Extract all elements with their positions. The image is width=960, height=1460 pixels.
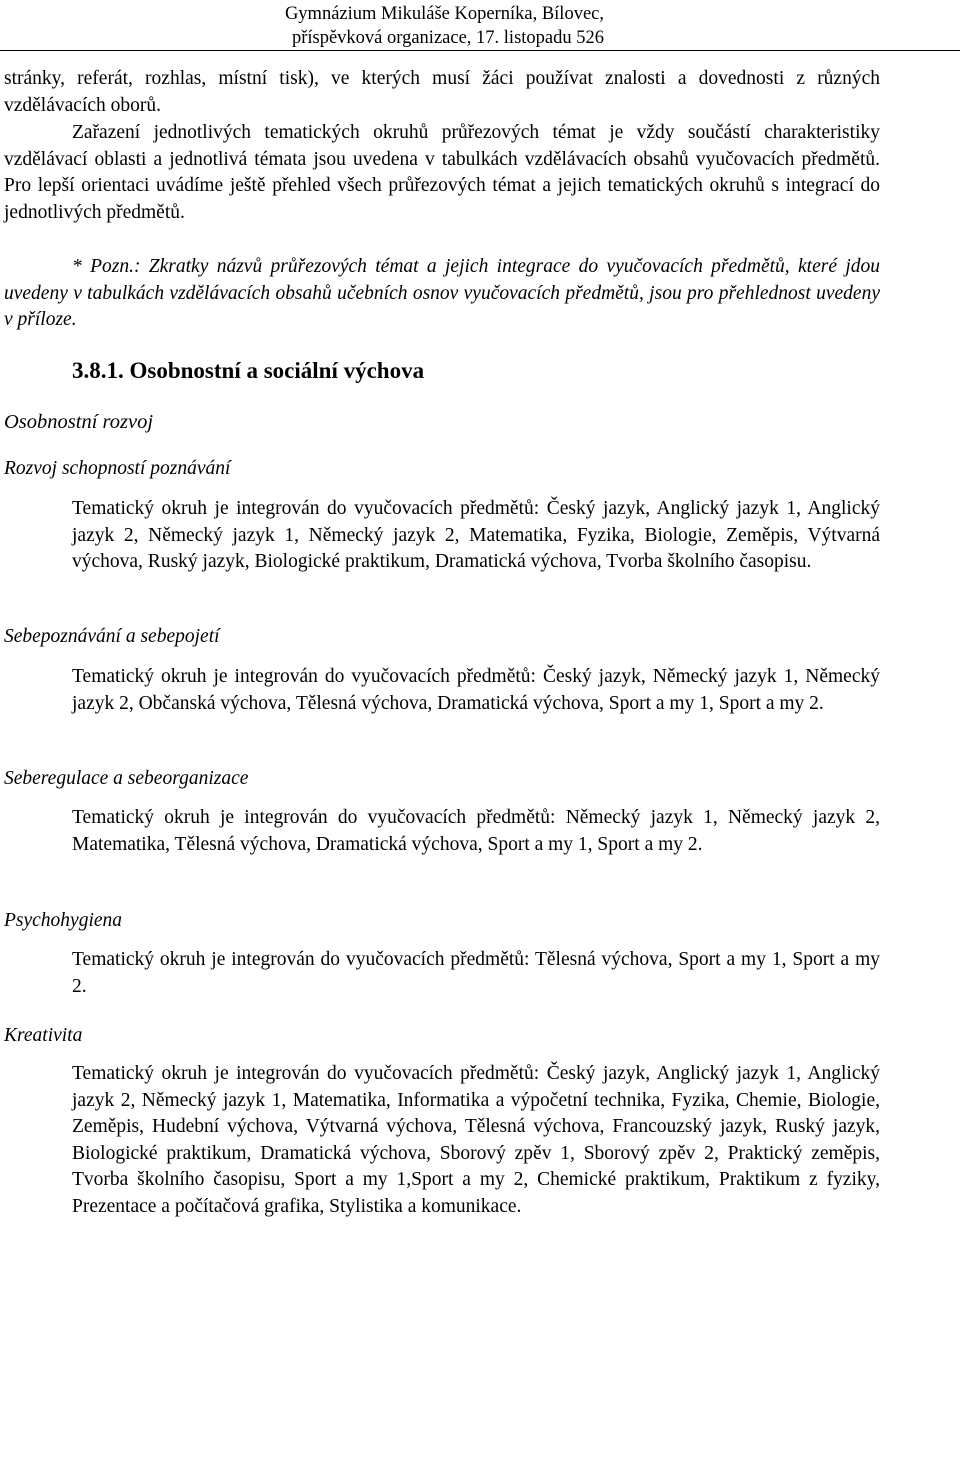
topic-title: Seberegulace a sebeorganizace: [4, 768, 249, 789]
topic-text: Tematický okruh je integrován do vyučovacích předmětů: Český jazyk, Anglický jazyk 1, Anglický jazyk 2, Německý jazyk 1, Německý jazyk 2, Matematika, Fyzika, Biologie, Zeměpis, Výtvarná výchova, Ruský jazyk, Biologické praktikum, Dramatická výchova, Tvorba školního časopisu.: [72, 498, 880, 573]
topic-title: Psychohygiena: [4, 910, 123, 931]
subsection-heading: Osobnostní rozvoj: [4, 411, 154, 433]
topic-text: Tematický okruh je integrován do vyučovacích předmětů: Tělesná výchova, Sport a my 1, Sport a my 2.: [72, 949, 880, 997]
topic-title: Sebepoznávání a sebepojetí: [4, 626, 220, 647]
section-heading: 3.8.1. Osobnostní a sociální výchova: [72, 358, 425, 383]
topic-title: Kreativita: [4, 1025, 83, 1046]
intro-paragraph: Zařazení jednotlivých tematických okruhů průřezových témat je vždy součástí charakteristiky vzdělávací oblasti a jednotlivá témata jsou uvedena v tabulkách vzdělávacích obsahů vyučovacích předmětů. Pro lepší orientaci uvádíme ještě přehled všech průřezových témat a jejich tematických okruhů s integrací do jednotlivých předmětů.: [4, 122, 880, 223]
abbreviation-note: * Pozn.: Zkratky názvů průřezových témat a jejich integrace do vyučovacích předmětů, které jdou uvedeny v tabulkách vzdělávacích obsahů učebních osnov vyučovacích předmětů, jsou pro přehlednost uvedeny v příloze.: [4, 256, 880, 331]
topic-title: Rozvoj schopností poznávání: [4, 458, 231, 479]
header-school-address: příspěvková organizace, 17. listopadu 526: [291, 28, 604, 48]
intro-paragraph-continued: stránky, referát, rozhlas, místní tisk), ve kterých musí žáci používat znalosti a dovednosti z různých vzdělávacích oborů.: [4, 68, 880, 116]
header-school-name: Gymnázium Mikuláše Koperníka, Bílovec,: [284, 4, 604, 24]
topic-text: Tematický okruh je integrován do vyučovacích předmětů: Německý jazyk 1, Německý jazyk 2, Matematika, Tělesná výchova, Dramatická výchova, Sport a my 1, Sport a my 2.: [72, 807, 880, 855]
topic-text: Tematický okruh je integrován do vyučovacích předmětů: Český jazyk, Německý jazyk 1, Německý jazyk 2, Občanská výchova, Tělesná výchova, Dramatická výchova, Sport a my 1, Sport a my 2.: [72, 666, 880, 714]
header-divider: [0, 50, 960, 51]
topic-text: Tematický okruh je integrován do vyučovacích předmětů: Český jazyk, Anglický jazyk 1, Anglický jazyk 2, Německý jazyk 1, Matematika, Informatika a výpočetní technika, Fyzika, Chemie, Biologie, Zeměpis, Hudební výchova, Výtvarná výchova, Tělesná výchova, Francouzský jazyk, Ruský jazyk, Biologické praktikum, Dramatická výchova, Sborový zpěv 1, Sborový zpěv 2, Praktický zeměpis, Tvorba školního časopisu, Sport a my 1,Sport a my 2, Chemické praktikum, Praktikum z fyziky, Prezentace a počítačová grafika, Stylistika a komunikace.: [72, 1063, 880, 1217]
page-header: [285, 2, 604, 50]
